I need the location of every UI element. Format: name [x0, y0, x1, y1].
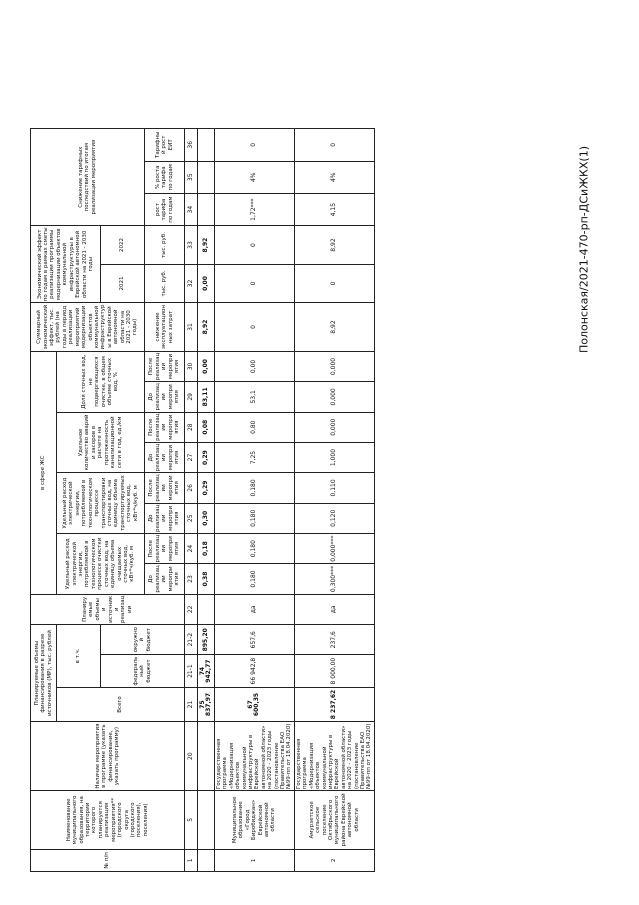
row-municipality: Амурзетское сельское поселение Октябрьского муниципального района Еврейской автономной области	[294, 791, 374, 850]
row-total: 67 600,35	[215, 687, 295, 721]
header-num: № п/п	[31, 849, 185, 871]
row-ind2-before: 0,180	[215, 503, 295, 533]
index-cell: 36	[185, 129, 198, 162]
subtotal-empty	[198, 193, 215, 225]
index-cell: 5	[185, 791, 198, 850]
header-year-2022: 2022	[101, 226, 145, 264]
subtotal-empty	[198, 129, 215, 162]
subtotal-empty	[198, 849, 215, 871]
row-federal: 66 942,8	[215, 655, 295, 687]
header-indicator-4: Доля сточных вод, не подвергающихся очистке, в общем объеме сточных вод, %	[57, 351, 145, 412]
index-cell: 34	[185, 193, 198, 225]
row-num: 2	[294, 849, 374, 871]
subtotal-federal: 74 942,77	[198, 655, 215, 687]
table-row	[215, 129, 295, 872]
header-indicator-1: Удельный расход электрической энергии, потребляемой в технологическом процессе очистки сточных вод, на единицу объема очищаемых сточных вод, кВт*ч/куб. м	[57, 533, 145, 594]
header-indicator-2: Удельный расход электрической энергии, потребляемой в технологическом процессе транспортировки сточных вод, на единицу объема транспортируемых сточных вод, кВт*ч/куб. м	[57, 473, 145, 534]
header-annual-effect: Экономический эффект по годам в рамках сметы реализации программы модернизации объектов коммунальной инфраструктуры в Еврейской автономной области на 2021 - 2030 годы	[31, 226, 101, 303]
investment-program-table	[30, 128, 375, 872]
header-federal: федеральный бюджет	[101, 655, 185, 687]
header-plan-tariff: Планируемые объемы и источники реализации	[31, 594, 185, 624]
subtotal-ind2-before: 0,30	[198, 503, 215, 533]
index-cell: 1	[185, 849, 198, 871]
header-ind2-after: После реализации мероприятия	[145, 473, 185, 503]
row-ind4-after: 0,000	[294, 351, 374, 381]
row-savings: 0	[215, 303, 295, 352]
header-ind3-before: До реализации мероприятия	[145, 442, 185, 472]
row-pct: 4%	[294, 161, 374, 193]
header-funding: Планируемые объемы финансирования в разрезе источников (МР), тыс. рублей	[31, 625, 57, 722]
subtotal-ind1-after: 0,18	[198, 533, 215, 563]
row-2022: 8,92	[294, 226, 374, 264]
header-unit-2021: тыс. руб.	[145, 264, 185, 302]
index-cell: 29	[185, 382, 198, 412]
header-savings: снижение эксплуатационных затрат	[145, 303, 185, 352]
header-ind4-after: После реализации мероприятия	[145, 351, 185, 381]
row-rate: 0	[294, 129, 374, 162]
subtotal-2022: 8,92	[198, 226, 215, 264]
header-growth-rate: рост тарифа по годам	[145, 193, 185, 225]
row-savings: 8,92	[294, 303, 374, 352]
row-num: 1	[215, 849, 295, 871]
index-cell: 30	[185, 351, 198, 381]
table-row	[294, 129, 374, 872]
column-index-row	[185, 129, 198, 872]
subtotal-empty	[198, 594, 215, 624]
row-ind1-before: 0,300***	[294, 564, 374, 594]
row-growth: 1,72***	[215, 193, 295, 225]
row-ind1-after: 0,180	[215, 533, 295, 563]
row-ind4-before: 0,000	[294, 382, 374, 412]
subtotal-regional: 895,20	[198, 625, 215, 655]
row-regional: 237,6	[294, 625, 374, 655]
row-state-corp: да	[215, 594, 295, 624]
subtotal-ind3-before: 0,29	[198, 442, 215, 472]
row-ind2-after: 0,110	[294, 473, 374, 503]
row-federal: 8 000,00	[294, 655, 374, 687]
index-cell: 21-1	[185, 655, 198, 687]
row-program: Государственная программа «Модернизация объектов коммунальной инфраструктуры в Еврейской автономной области» на 2020 - 2023 годы (постановление Правительства ЕАО №99-пп от 18.04.2020)	[216, 723, 293, 790]
row-growth: 4,15	[294, 193, 374, 225]
row-ind1-before: 0,180	[215, 564, 295, 594]
header-ind3-after: После реализации мероприятия	[145, 412, 185, 442]
row-ind3-after: 0,000	[294, 412, 374, 442]
row-2021: 0	[215, 264, 295, 302]
index-cell: 21-2	[185, 625, 198, 655]
row-pct: 4%	[215, 161, 295, 193]
header-total: Всего	[57, 687, 185, 721]
subtotal-ind4-before: 83,11	[198, 382, 215, 412]
index-cell: 20	[185, 722, 198, 791]
subtotal-empty	[198, 791, 215, 850]
subtotal-ind3-after: 0,08	[198, 412, 215, 442]
header-ind1-after: После реализации мероприятия	[145, 533, 185, 563]
header-rate-pct: Тарифный рост ЕИТ	[145, 129, 185, 162]
subtotal-2021: 0,00	[198, 264, 215, 302]
header-program: Наличие мероприятия в программе (указать финансирование, указать программу)	[31, 722, 185, 791]
subtotal-empty	[198, 722, 215, 791]
subtotal-savings: 8,92	[198, 303, 215, 352]
header-indicator-3: Удельное количество аварий и засоров в расчете на протяженность канализационной сети в год, ед./км	[57, 412, 145, 473]
header-sector: в сфере ЖС	[31, 351, 57, 594]
subtotal-ind4-after: 0,00	[198, 351, 215, 381]
header-pct-rate: % роста тарифа по годам	[145, 161, 185, 193]
subtotal-row	[198, 129, 215, 872]
index-cell: 35	[185, 161, 198, 193]
header-ind1-before: До реализации мероприятия	[145, 564, 185, 594]
index-cell: 32	[185, 264, 198, 302]
rotated-table-container	[30, 128, 373, 872]
row-ind4-after: 0,00	[215, 351, 295, 381]
header-municipality: Наименование муниципального образования, на территории которого планируется реализация мероприятия** (городского округа (городского поселения), поселения)	[31, 791, 185, 850]
subtotal-total: 75 837,97	[198, 687, 215, 721]
subtotal-ind1-before: 0,38	[198, 564, 215, 594]
index-cell: 28	[185, 412, 198, 442]
index-cell: 23	[185, 564, 198, 594]
row-ind3-before: 7,25	[215, 442, 295, 472]
header-incl: в т.ч.	[57, 625, 101, 688]
subtotal-ind2-after: 0,29	[198, 473, 215, 503]
row-ind3-after: 0,80	[215, 412, 295, 442]
row-municipality: Муниципальное образование «Город Биробиджан» Еврейской автономной области	[215, 791, 295, 850]
row-regional: 657,6	[215, 625, 295, 655]
header-tariff-growth: Снижение тарифных последствий по итогам реализации мероприятия	[31, 129, 145, 226]
row-rate: 0	[215, 129, 295, 162]
header-regional: окружной бюджет	[101, 625, 185, 655]
index-cell: 21	[185, 687, 198, 721]
header-summary-effect: Суммарный экономический эффект, тыс. рублей (на годы в период реализации мероприятий модернизации объектов коммунальной инфраструктуры в Еврейской автономной области на 2021 - 2030 годы)	[31, 303, 145, 352]
index-cell: 27	[185, 442, 198, 472]
header-ind2-before: До реализации мероприятия	[145, 503, 185, 533]
subtotal-empty	[198, 161, 215, 193]
index-cell: 22	[185, 594, 198, 624]
index-cell: 26	[185, 473, 198, 503]
index-cell: 24	[185, 533, 198, 563]
row-ind2-before: 0,120	[294, 503, 374, 533]
row-state-corp: да	[294, 594, 374, 624]
index-cell: 31	[185, 303, 198, 352]
row-2022: 0	[215, 226, 295, 264]
row-ind4-before: 53,1	[215, 382, 295, 412]
row-total: 8 237,62	[294, 687, 374, 721]
row-ind3-before: 1,000	[294, 442, 374, 472]
row-program: Государственная программа «Модернизация объектов коммунальной инфраструктуры в Еврейской автономной области» на 2020 - 2023 годы (постановление Правительства ЕАО №99-пп от 18.04.2020)	[295, 723, 373, 790]
row-ind1-after: 0,000***	[294, 533, 374, 563]
header-ind4-before: До реализации мероприятия	[145, 382, 185, 412]
header-year-2021: 2021	[101, 264, 145, 302]
index-cell: 33	[185, 226, 198, 264]
header-unit-2022: тыс. руб.	[145, 226, 185, 264]
row-ind2-after: 0,180	[215, 473, 295, 503]
document-side-note: Полонская/2021-470-рп-ДСиЖКХ(1)	[577, 146, 591, 354]
index-cell: 25	[185, 503, 198, 533]
row-2021: 0	[294, 264, 374, 302]
